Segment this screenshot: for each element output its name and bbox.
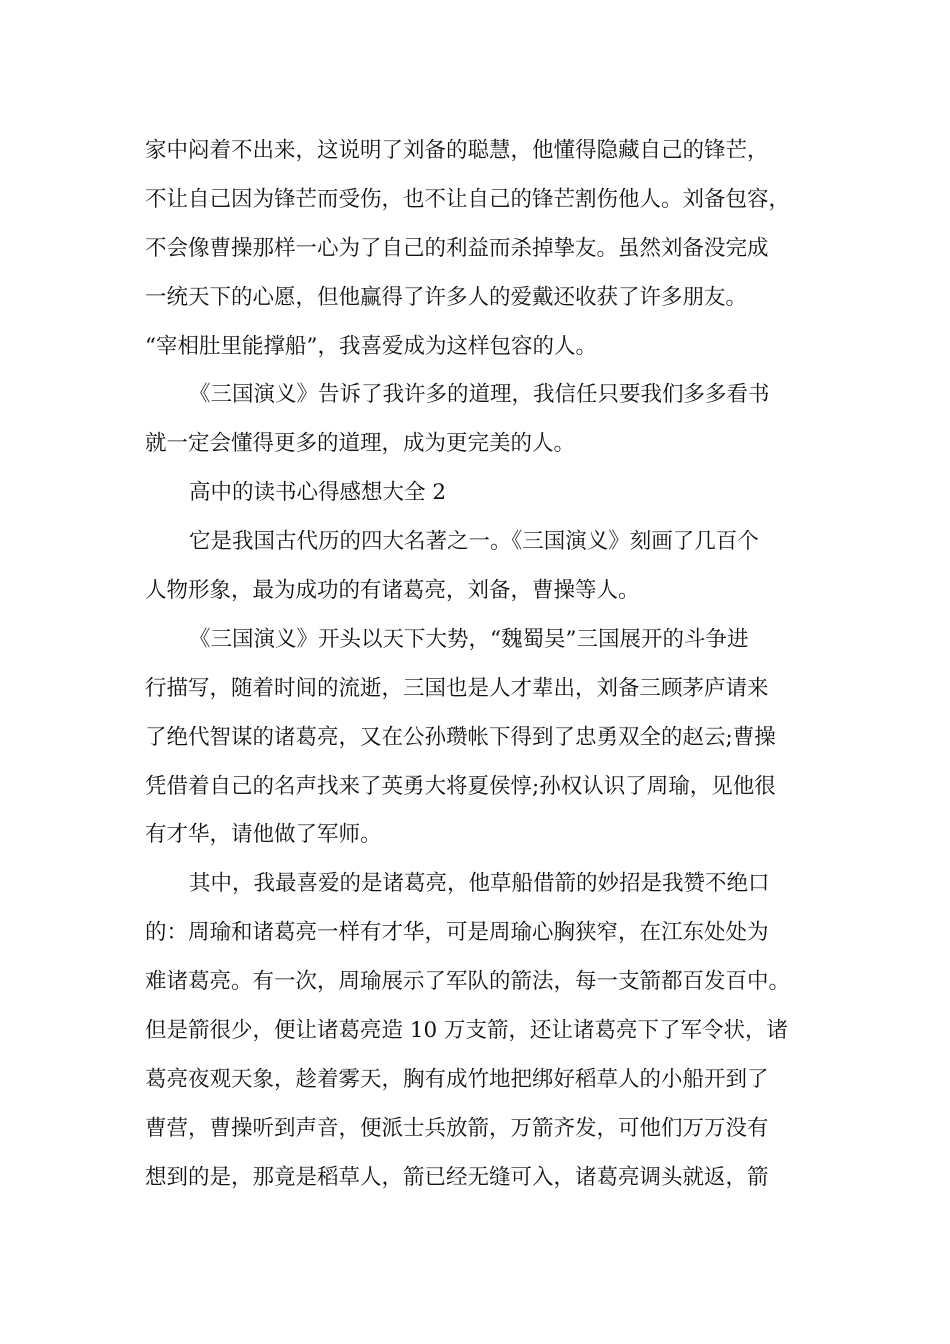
section-heading: 高中的读书心得感想大全 2 [189,480,447,506]
text-line: 有才华，请他做了军师。 [145,822,382,848]
text-line: 想到的是，那竟是稻草人，箭已经无缝可入，诸葛亮调头就返，箭 [145,1164,769,1190]
text-line: 凭借着自己的名声找来了英勇大将夏侯惇;孙权认识了周瑜，见他很 [145,773,776,799]
text-line: 难诸葛亮。有一次，周瑜展示了军队的箭法，每一支箭都百发百中。 [145,969,791,995]
body-text [145,127,835,1203]
text-line: 不让自己因为锋芒而受伤，也不让自己的锋芒割伤他人。刘备包容， [145,186,791,212]
text-line: 家中闷着不出来，这说明了刘备的聪慧，他懂得隐藏自己的锋芒， [145,138,769,163]
text-line: 它是我国古代历的四大名著之一。《三国演义》刻画了几百个 [189,529,759,555]
text-line: 了绝代智谋的诸葛亮，又在公孙瓒帐下得到了忠勇双全的赵云;曹操 [145,724,776,750]
text-line: 人物形象，最为成功的有诸葛亮，刘备，曹操等人。 [145,578,640,604]
text-line: 就一定会懂得更多的道理，成为更完美的人。 [145,431,576,457]
text-line: 但是箭很少，便让诸葛亮造 10 万支箭，还让诸葛亮下了军令状，诸 [145,1018,789,1044]
text-line: 行描写，随着时间的流逝，三国也是人才辈出，刘备三顾茅庐请来 [145,675,769,701]
text-line: 曹营，曹操听到声音，便派士兵放箭，万箭齐发，可他们万万没有 [145,1115,769,1141]
text-line: 不会像曹操那样一心为了自己的利益而杀掉挚友。虽然刘备没完成 [145,235,769,261]
text-line: 的：周瑜和诸葛亮一样有才华，可是周瑜心胸狭窄，在江东处处为 [145,920,769,946]
text-line: 葛亮夜观天象，趁着雾天，胸有成竹地把绑好稻草人的小船开到了 [145,1066,769,1092]
text-line: 《三国演义》告诉了我许多的道理，我信任只要我们多多看书 [189,382,770,408]
text-line: “宰相肚里能撑船”，我喜爱成为这样包容的人。 [145,333,597,359]
text-line: 一统天下的心愿，但他赢得了许多人的爱戴还收获了许多朋友。 [145,284,748,310]
text-line: 《三国演义》开头以天下大势，“魏蜀吴”三国展开的斗争进 [189,626,749,652]
text-line: 其中，我最喜爱的是诸葛亮，他草船借箭的妙招是我赞不绝口 [189,871,770,897]
